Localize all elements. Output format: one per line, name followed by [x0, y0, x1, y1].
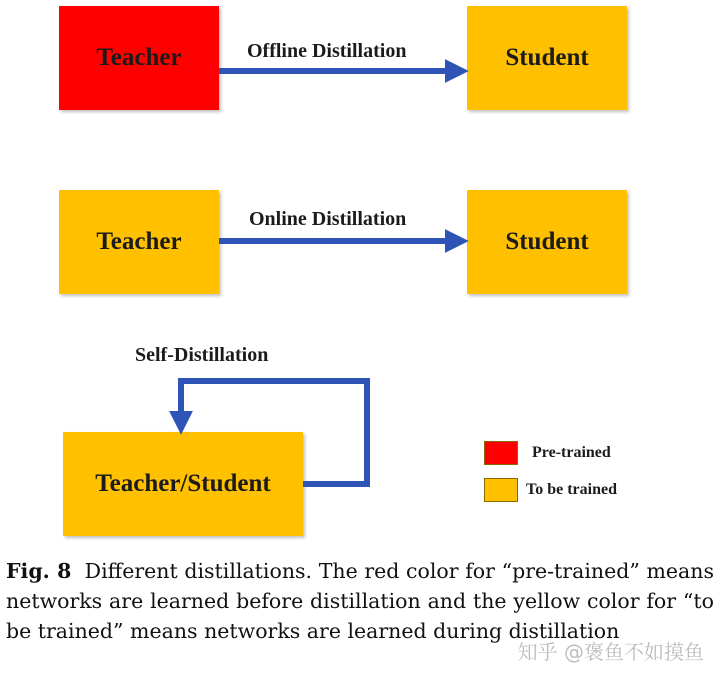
watermark: 知乎 @褒鱼不如摸鱼 [517, 640, 704, 664]
offline-student-label: Student [505, 44, 589, 71]
legend-pretrained-swatch [484, 441, 518, 465]
offline-distillation-label: Offline Distillation [247, 40, 407, 62]
legend-to-be-trained-swatch [484, 478, 518, 502]
self-distillation-label: Self-Distillation [135, 344, 269, 366]
figure-caption [6, 556, 714, 646]
self-teacher-student-label: Teacher/Student [95, 470, 271, 497]
online-teacher-label: Teacher [96, 228, 182, 255]
legend-to-be-trained-label: To be trained [526, 481, 617, 498]
offline-teacher-label: Teacher [96, 44, 182, 71]
figure-caption-text: Different distillations. The red color for “pre-trained” means networks are learned before distillation and the yellow color for “to be trained” means networks are learned during distillation [6, 559, 714, 643]
self-distillation-arrow [181, 381, 367, 484]
legend-pretrained-label: Pre-trained [532, 444, 611, 461]
online-student-label: Student [505, 228, 589, 255]
figure-number: Fig. 8 [6, 559, 72, 583]
online-distillation-label: Online Distillation [249, 208, 407, 230]
